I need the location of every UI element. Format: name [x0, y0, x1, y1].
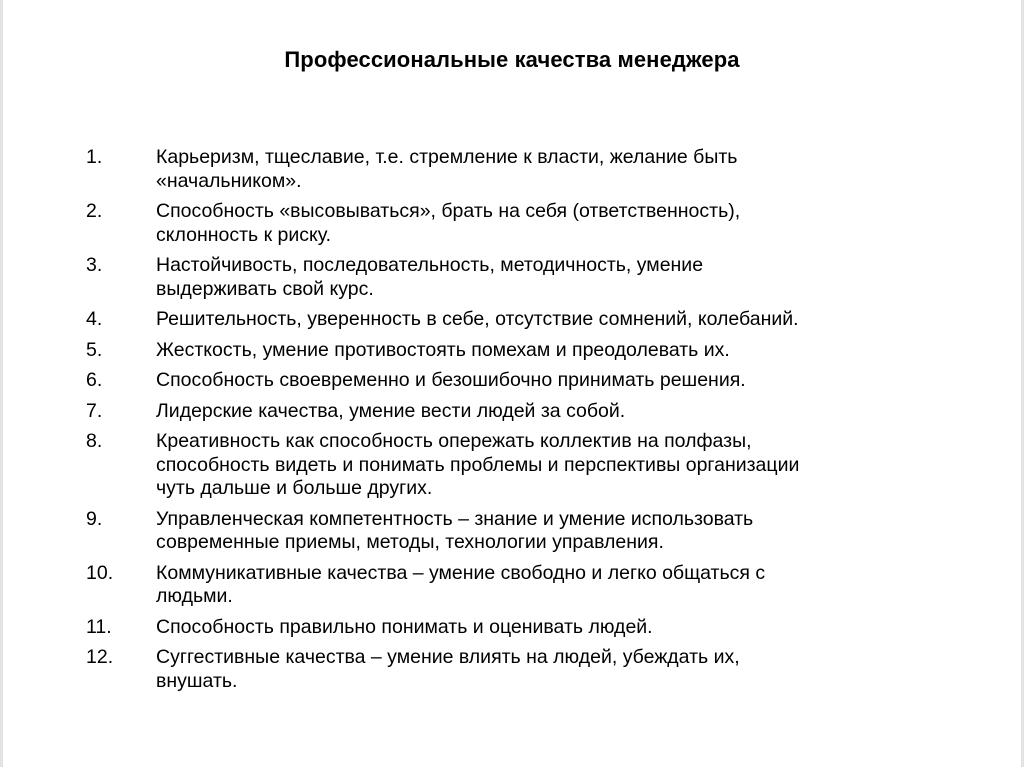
list-item-10 — [86, 562, 966, 609]
item-text: Способность правильно понимать и оценивать людей. — [156, 615, 653, 638]
item-number: 9. — [86, 507, 103, 530]
item-text: Способность своевременно и безошибочно принимать решения. — [156, 369, 746, 391]
item-number: 11. — [86, 615, 112, 638]
list-item-9 — [86, 508, 966, 555]
item-text: Жесткость, умение противостоять помехам и преодолевать их. — [156, 338, 730, 361]
list-item-8 — [86, 430, 966, 501]
list-item-4 — [86, 308, 966, 332]
qualities-list — [86, 146, 966, 700]
item-number: 10. — [86, 561, 114, 584]
item-number: 4. — [86, 308, 103, 330]
slide-left-edge — [0, 0, 3, 767]
item-number: 6. — [86, 369, 103, 391]
item-text: Управленческая компетентность – знание и умение использовать современные приемы, методы, технологии управления. — [156, 507, 754, 553]
list-item-1 — [86, 146, 966, 193]
item-text: Карьеризм, тщеславие, т.е. стремление к власти, желание быть «начальником». — [156, 146, 738, 192]
list-item-7 — [86, 400, 966, 424]
item-text: Креативность как способность опережать коллектив на полфазы, способность видеть и понимать проблемы и перспективы организации чуть дальше и больше других. — [156, 430, 800, 499]
item-text: Настойчивость, последовательность, методичность, умение выдерживать свой курс. — [156, 254, 704, 300]
item-number: 3. — [86, 254, 103, 276]
item-number: 2. — [86, 200, 103, 222]
slide-title: Профессиональные качества менеджера — [284, 47, 740, 72]
list-item-2 — [86, 200, 966, 247]
item-text: Суггестивные качества – умение влиять на людей, убеждать их, внушать. — [156, 646, 740, 692]
item-text: Лидерские качества, умение вести людей за собой. — [156, 399, 626, 422]
item-text: Коммуникативные качества – умение свободно и легко общаться с людьми. — [156, 561, 766, 607]
item-number: 12. — [86, 646, 114, 668]
list-item-6 — [86, 369, 966, 393]
list-item-3 — [86, 254, 966, 301]
item-text: Способность «высовываться», брать на себя (ответственность), склонность к риску. — [156, 200, 741, 246]
item-number: 1. — [86, 146, 103, 168]
item-number: 8. — [86, 430, 103, 452]
item-number: 5. — [86, 338, 103, 361]
list-item-12 — [86, 646, 966, 693]
item-text: Решительность, уверенность в себе, отсутствие сомнений, колебаний. — [156, 308, 799, 330]
item-number: 7. — [86, 399, 103, 422]
list-item-11 — [86, 616, 966, 640]
list-item-5 — [86, 339, 966, 363]
